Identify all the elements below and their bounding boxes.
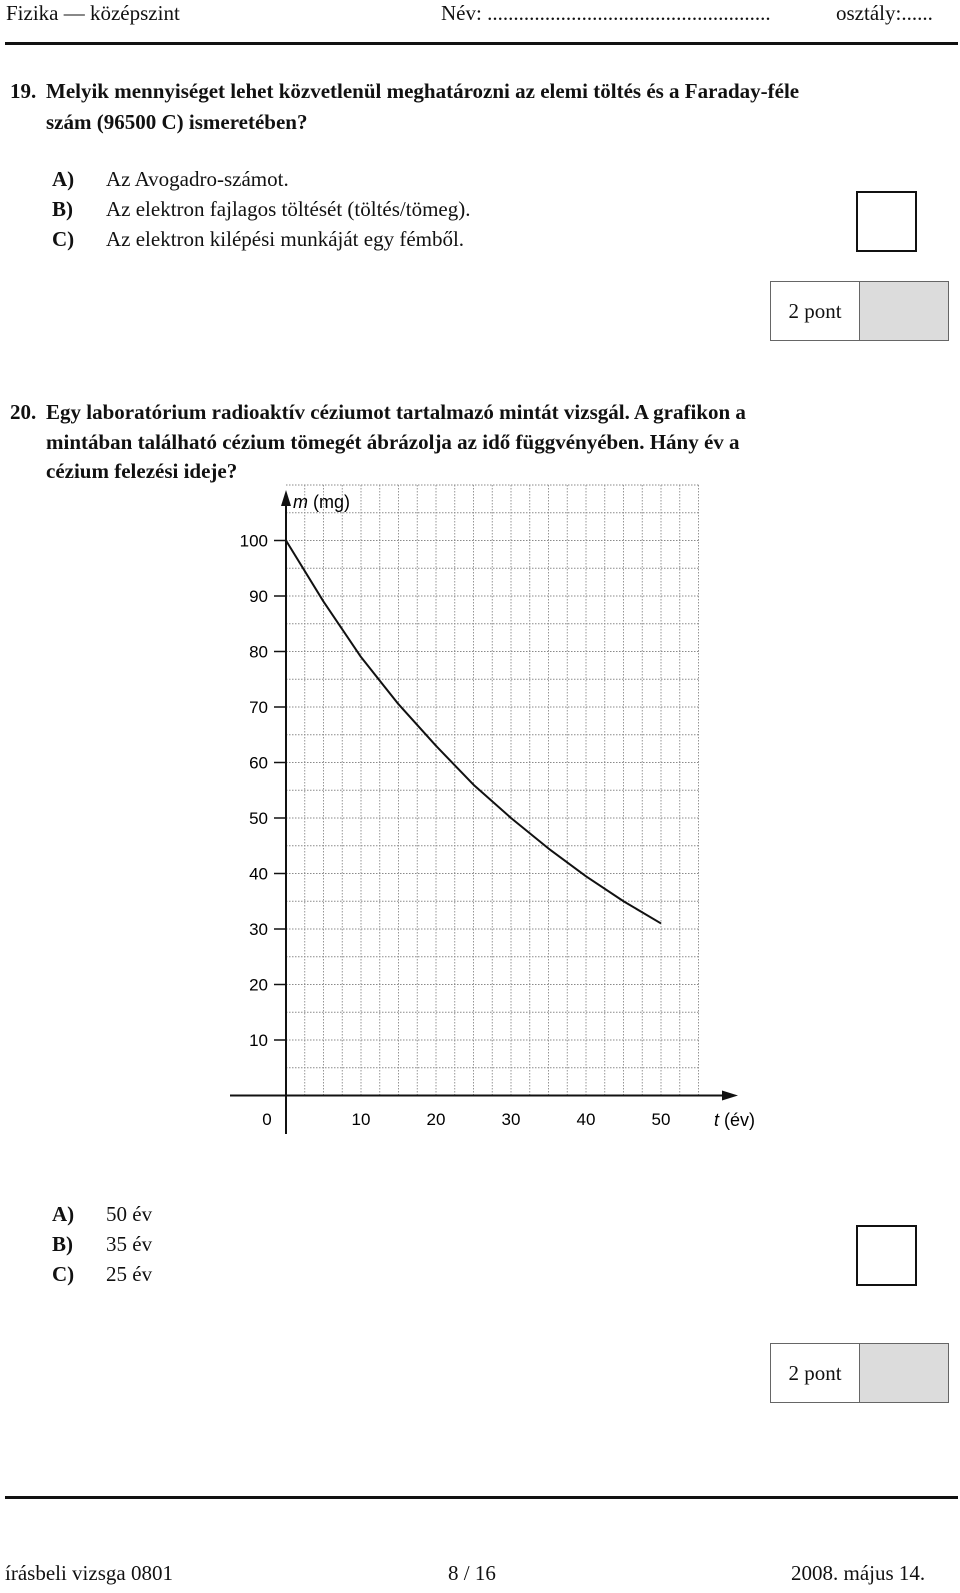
q20-option-c-text: 25 év	[106, 1262, 153, 1286]
y-tick-label: 30	[249, 920, 268, 939]
q20-option-b-letter: B)	[52, 1232, 73, 1256]
chart-axes	[230, 490, 738, 1134]
header-name-field[interactable]: Név: ......................................................	[441, 1, 771, 25]
y-tick-label: 50	[249, 809, 268, 828]
q19-option-a-letter: A)	[52, 167, 75, 191]
y-axis-arrow	[281, 490, 291, 506]
q19-line2: szám (96500 C) ismeretében?	[46, 110, 308, 134]
q19-option-b-text: Az elektron fajlagos töltését (töltés/tömeg).	[106, 197, 471, 221]
y-tick-label: 10	[249, 1031, 268, 1050]
q19-option-b-letter: B)	[52, 197, 73, 221]
y-tick-label: 70	[249, 698, 268, 717]
q20-option-a-text: 50 év	[106, 1202, 153, 1226]
q20-option-a-letter: A)	[52, 1202, 75, 1226]
x-axis-arrow	[722, 1091, 738, 1101]
footer-exam-code: írásbeli vizsga 0801	[5, 1561, 173, 1585]
q20-line2: mintában található cézium tömegét ábrázolja az idő függvényében. Hány év a	[46, 430, 740, 454]
q19-option-c-text: Az elektron kilépési munkáját egy fémből.	[106, 227, 465, 251]
y-tick-label: 40	[249, 864, 268, 884]
header-class-field[interactable]: osztály:......	[836, 1, 933, 25]
y-tick-label: 80	[249, 642, 268, 662]
q20-points-label: 2 pont	[771, 1344, 859, 1402]
footer-page-number: 8 / 16	[448, 1561, 496, 1585]
x-axis-label: t (év)	[714, 1110, 756, 1130]
x-tick-label: 20	[426, 1110, 446, 1129]
q20-option-c	[52, 1259, 152, 1289]
x-tick-label: 50	[651, 1110, 671, 1129]
y-tick-label: 100	[239, 531, 268, 551]
x-tick-label: 30	[501, 1110, 521, 1129]
q19-option-c-letter: C)	[52, 227, 75, 251]
y-tick-label: 60	[249, 753, 268, 773]
footer-rule	[5, 1496, 958, 1499]
x-tick-label: 40	[576, 1110, 596, 1129]
y-tick-label: 20	[249, 975, 268, 995]
q20-answer-box[interactable]	[856, 1225, 917, 1286]
q19-number: 19.	[10, 79, 37, 103]
q19-points-label: 2 pont	[771, 282, 859, 340]
q20-option-b-text: 35 év	[106, 1232, 153, 1256]
y-axis-label: m (mg)	[293, 492, 350, 512]
y-tick-label: 90	[249, 587, 268, 606]
x-tick-label: 10	[351, 1110, 371, 1129]
footer-date: 2008. május 14.	[791, 1561, 926, 1585]
header-subject: Fizika — középszint	[6, 1, 180, 25]
q20-number: 20.	[10, 400, 37, 424]
q20-line3: cézium felezési ideje?	[46, 459, 238, 483]
q20-option-b	[52, 1229, 152, 1259]
q20-points-score-field[interactable]	[859, 1344, 948, 1402]
q20-line1: Egy laboratórium radioaktív céziumot tartalmazó mintát vizsgál. A grafikon a	[46, 400, 746, 424]
q20-points-box	[770, 1343, 949, 1403]
q20-option-c-letter: C)	[52, 1262, 75, 1286]
x-tick-label: 0	[262, 1110, 272, 1129]
q20-option-a	[52, 1199, 152, 1229]
q19-line1: Melyik mennyiséget lehet közvetlenül meghatározni az elemi töltés és a Faraday-féle	[46, 79, 800, 103]
q19-option-a-text: Az Avogadro-számot.	[106, 167, 289, 191]
chart-grid	[286, 485, 699, 1096]
